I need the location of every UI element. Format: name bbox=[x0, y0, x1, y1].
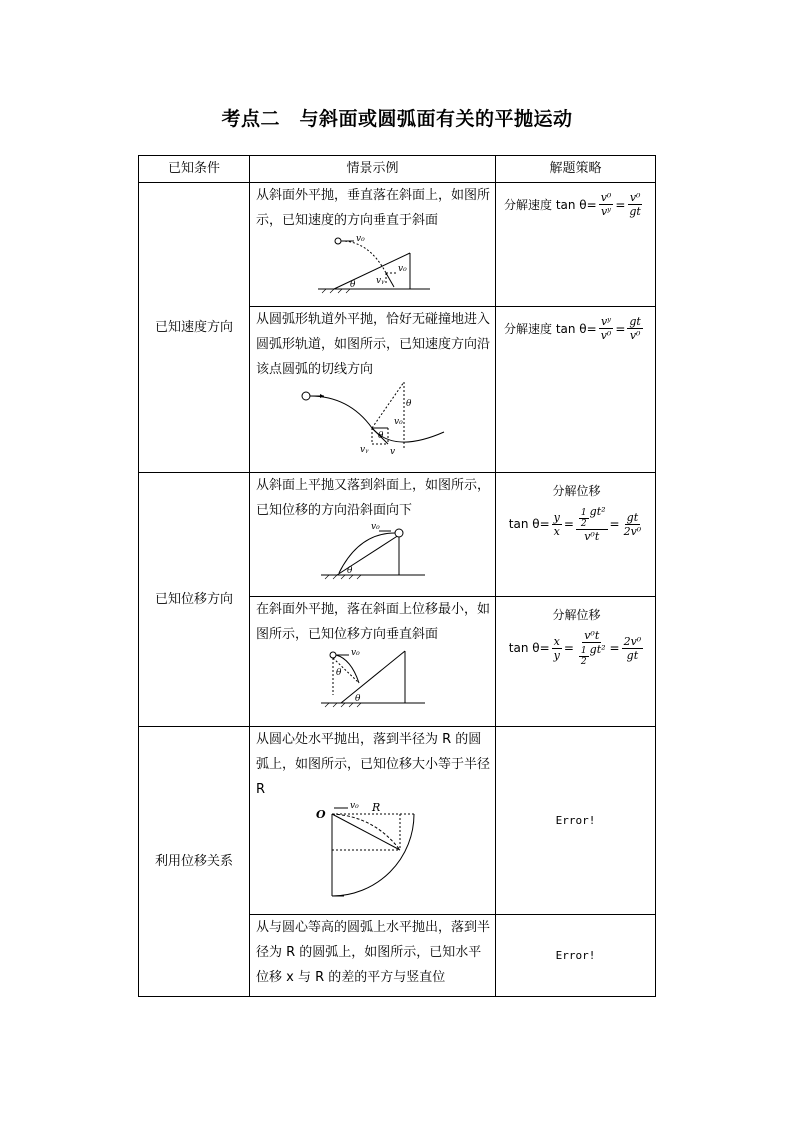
frac-num: vʸ bbox=[600, 315, 612, 328]
fraction bbox=[576, 505, 608, 543]
label-v0-2: v₀ bbox=[397, 264, 407, 274]
equals-sign: = bbox=[609, 517, 620, 531]
label-v: v bbox=[389, 447, 395, 457]
frac-den: x bbox=[553, 524, 560, 538]
equals-sign: = bbox=[609, 641, 620, 655]
scene-cell bbox=[250, 307, 496, 473]
frac-den: gt bbox=[626, 648, 639, 662]
frac-den: 2v⁰ bbox=[623, 524, 642, 538]
page-title: 考点二 与斜面或圆弧面有关的平抛运动 bbox=[221, 108, 573, 130]
frac-num: 1 bbox=[580, 646, 587, 656]
label-vy: vᵧ bbox=[375, 276, 384, 286]
figure-arc-tangent bbox=[294, 382, 454, 458]
equals-sign: = bbox=[615, 197, 626, 212]
frac-den: 2 bbox=[580, 519, 587, 529]
header-condition: 已知条件 bbox=[139, 156, 250, 183]
strategy-table bbox=[138, 155, 656, 997]
label-vy: vᵧ bbox=[359, 445, 368, 455]
fraction bbox=[599, 191, 614, 218]
label-theta-2: θ bbox=[377, 431, 383, 441]
frac-den: y bbox=[553, 648, 560, 662]
frac-num: 2v⁰ bbox=[623, 634, 642, 648]
frac-num: v⁰ bbox=[629, 191, 641, 204]
frac-num: 1 bbox=[580, 508, 587, 518]
figure-incline-on-slope bbox=[319, 523, 429, 581]
frac-den: gt bbox=[629, 205, 641, 218]
label-v0: v₀ bbox=[393, 417, 403, 427]
table-row bbox=[139, 727, 656, 915]
strategy-cell bbox=[496, 307, 656, 473]
scene-text: 从与圆心等高的圆弧上水平抛出，落到半径为 R 的圆弧上，如图所示，已知水平位移 x 与 R 的差的平方与竖直位 bbox=[256, 920, 491, 985]
label-theta: θ bbox=[349, 280, 355, 290]
frac-num bbox=[576, 505, 608, 530]
figure-circle-center bbox=[314, 802, 434, 898]
frac-num: x bbox=[553, 634, 560, 648]
frac-den: v⁰ bbox=[600, 329, 612, 342]
equals-sign: = bbox=[615, 321, 626, 336]
header-scene: 情景示例 bbox=[250, 156, 496, 183]
fraction bbox=[599, 315, 614, 342]
strategy-error: Error! bbox=[496, 915, 656, 997]
fraction bbox=[552, 511, 562, 538]
frac-num: gt bbox=[629, 315, 641, 328]
table-header-row bbox=[139, 156, 656, 183]
half-fraction bbox=[579, 646, 589, 667]
fraction bbox=[576, 629, 608, 667]
fraction bbox=[627, 191, 642, 218]
condition-displacement: 已知位移方向 bbox=[139, 473, 250, 727]
fraction bbox=[552, 635, 562, 662]
label-O: O bbox=[315, 808, 326, 821]
condition-relation: 利用位移关系 bbox=[139, 727, 250, 997]
frac-num: y bbox=[553, 510, 560, 524]
equals-sign: = bbox=[563, 641, 574, 655]
label-theta-2: θ bbox=[354, 694, 360, 704]
scene-text: 从斜面外平抛，垂直落在斜面上，如图所示，已知速度的方向垂直于斜面 bbox=[256, 188, 491, 228]
scene-cell bbox=[250, 915, 496, 997]
frac-den: v⁰ bbox=[629, 329, 641, 342]
header-strategy: 解题策略 bbox=[496, 156, 656, 183]
frac-den: vʸ bbox=[600, 205, 612, 218]
scene-text: 从圆心处水平抛出，落到半径为 R 的圆弧上，如图所示，已知位移大小等于半径 R bbox=[256, 732, 491, 797]
label-theta: θ bbox=[346, 566, 352, 576]
label-R: R bbox=[371, 802, 380, 814]
scene-text: 从斜面上平抛又落到斜面上，如图所示，已知位移的方向沿斜面向下 bbox=[256, 478, 491, 518]
label-v0: v₀ bbox=[355, 234, 365, 244]
figure-incline-perpendicular bbox=[314, 233, 434, 295]
label-v0: v₀ bbox=[370, 523, 380, 532]
figure-incline-min-displacement bbox=[319, 647, 429, 709]
label-v0: v₀ bbox=[349, 802, 359, 811]
equals-sign: = bbox=[563, 517, 574, 531]
table-row bbox=[139, 473, 656, 597]
strategy-cell bbox=[496, 473, 656, 597]
label-theta: θ bbox=[405, 399, 411, 409]
tan-prefix: tan θ= bbox=[508, 517, 550, 531]
scene-cell bbox=[250, 183, 496, 307]
scene-text: 从圆弧形轨道外平抛，恰好无碰撞地进入圆弧形轨道，如图所示，已知速度方向沿该点圆弧的切线方向 bbox=[256, 312, 491, 377]
frac-den bbox=[576, 643, 608, 667]
half-fraction bbox=[579, 508, 589, 529]
label-v0: v₀ bbox=[350, 648, 360, 658]
table-row bbox=[139, 183, 656, 307]
fraction bbox=[627, 315, 642, 342]
strategy-prefix: 分解速度 tan θ= bbox=[504, 321, 597, 336]
frac-num: v⁰t bbox=[584, 629, 600, 642]
scene-cell bbox=[250, 727, 496, 915]
strategy-error: Error! bbox=[496, 727, 656, 915]
condition-velocity: 已知速度方向 bbox=[139, 183, 250, 473]
frac-num: v⁰ bbox=[600, 191, 612, 204]
frac-den-tail: gt² bbox=[589, 643, 606, 656]
label-theta: θ bbox=[335, 668, 341, 678]
frac-den: 2 bbox=[580, 657, 587, 667]
frac-num: gt bbox=[626, 510, 639, 524]
strategy-cell bbox=[496, 183, 656, 307]
fraction bbox=[622, 511, 644, 538]
strategy-prefix: 分解速度 tan θ= bbox=[504, 197, 597, 212]
scene-cell bbox=[250, 597, 496, 727]
scene-cell bbox=[250, 473, 496, 597]
strategy-title: 分解位移 bbox=[552, 608, 601, 622]
tan-prefix: tan θ= bbox=[508, 641, 550, 655]
scene-text: 在斜面外平抛，落在斜面上位移最小，如图所示，已知位移方向垂直斜面 bbox=[256, 602, 491, 642]
frac-den: v⁰t bbox=[584, 530, 600, 543]
strategy-cell bbox=[496, 597, 656, 727]
strategy-title: 分解位移 bbox=[552, 484, 601, 498]
fraction bbox=[622, 635, 644, 662]
frac-num-tail: gt² bbox=[589, 505, 606, 518]
